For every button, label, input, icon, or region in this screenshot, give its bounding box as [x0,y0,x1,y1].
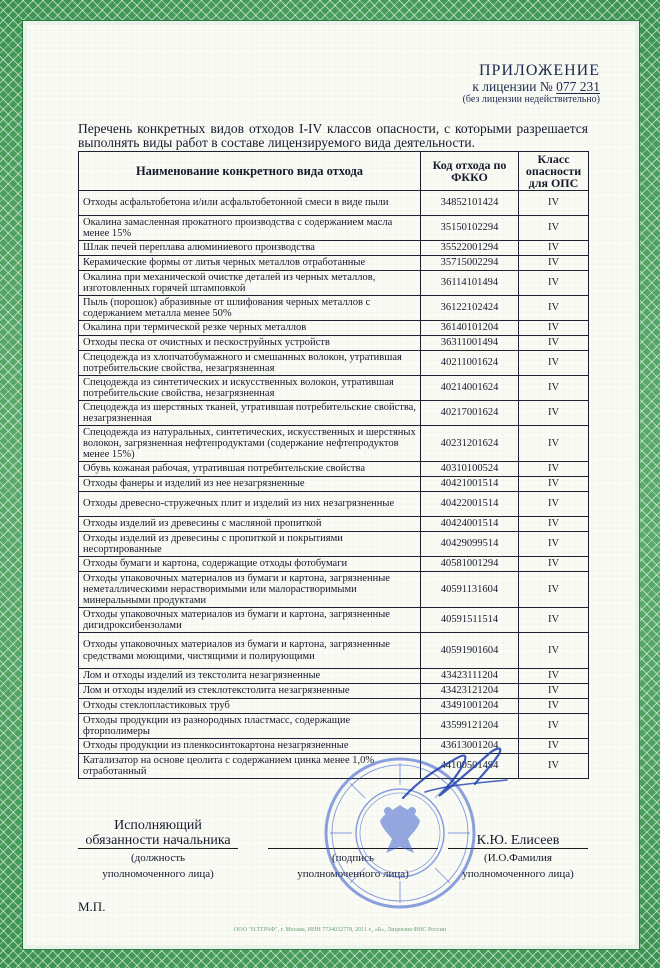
signature-caption-1: (подпись [331,852,374,864]
position-caption-1: (должность [130,852,186,864]
waste-code: 43613001204 [421,739,519,754]
waste-code: 44100501494 [421,754,519,779]
waste-code: 43423111204 [421,669,519,684]
table-row [79,714,589,739]
waste-name: Отходы песка от очистных и пескоструйных устройств [79,336,421,351]
table-row [79,241,589,256]
waste-name: Окалина при механической очистке деталей из черных металлов, изготовленных горячей штамповкой [79,271,421,296]
waste-code: 40429099514 [421,532,519,557]
hazard-class: IV [519,321,589,336]
position-caption-2: уполномоченного лица) [102,868,214,880]
table-row [79,296,589,321]
table-row [79,669,589,684]
waste-name: Спецодежда из хлопчатобумажного и смешанных волокон, утратившая потребительские свойства, незагрязненная [79,351,421,376]
waste-name: Спецодежда из шерстяных тканей, утратившая потребительские свойства, незагрязненная [79,401,421,426]
hazard-class: IV [519,401,589,426]
waste-name: Керамические формы от литья черных металлов отработанные [79,256,421,271]
table-row [79,271,589,296]
waste-name: Спецодежда из натуральных, синтетических, искусственных и шерстяных волокон, загрязненная нефтепродуктами (содержание нефтепродуктов менее 15%) [79,426,421,462]
waste-name: Лом и отходы изделий из текстолита незагрязненные [79,669,421,684]
table-row [79,336,589,351]
hazard-class: IV [519,426,589,462]
waste-code: 36114101494 [421,271,519,296]
waste-name: Обувь кожаная рабочая, утратившая потребительские свойства [79,462,421,477]
waste-name: Пыль (порошок) абразивные от шлифования черных металлов с содержанием металла менее 50% [79,296,421,321]
table-row [79,426,589,462]
appendix-header [463,63,600,106]
hazard-class: IV [519,336,589,351]
waste-code: 34852101424 [421,191,519,216]
position-line-1: Исполняющий [114,818,202,833]
hazard-class: IV [519,517,589,532]
hazard-class: IV [519,191,589,216]
table-row [79,572,589,608]
waste-name: Катализатор на основе цеолита с содержанием цинка менее 1,0% отработанный [79,754,421,779]
waste-name: Отходы упаковочных материалов из бумаги и картона, загрязненные средствами моющими, чистящими и полирующими [79,633,421,669]
table-row [79,462,589,477]
hazard-class: IV [519,684,589,699]
hazard-class: IV [519,296,589,321]
hazard-class: IV [519,739,589,754]
name-caption-1: (И.О.Фамилия [484,852,552,864]
hazard-class: IV [519,714,589,739]
header-name: Наименование конкретного вида отхода [79,152,421,191]
printer-footer: ООО "Н.ТГРАФ", г. Москва, ИНН 7734032778, 2011 г., «Б», Лицензия ФНС России [233,927,447,933]
table-row [79,684,589,699]
license-prefix: к лицензии № [472,79,553,94]
hazard-class: IV [519,376,589,401]
waste-code: 40591901604 [421,633,519,669]
waste-code: 40214001624 [421,376,519,401]
hazard-class: IV [519,754,589,779]
waste-code: 40310100524 [421,462,519,477]
table-row [79,492,589,517]
table-row [79,608,589,633]
table-row [79,699,589,714]
waste-name: Отходы стеклопластиковых труб [79,699,421,714]
table-row [79,376,589,401]
table-row [79,401,589,426]
waste-name: Окалина замасленная прокатного производства с содержанием масла менее 15% [79,216,421,241]
waste-name: Отходы продукции из пленкосинтокартона незагрязненные [79,739,421,754]
waste-code: 40217001624 [421,401,519,426]
hazard-class: IV [519,351,589,376]
hazard-class: IV [519,669,589,684]
table-row [79,633,589,669]
waste-code: 40591131604 [421,572,519,608]
waste-code: 40424001514 [421,517,519,532]
waste-code: 43491001204 [421,699,519,714]
position-line-2: обязанности начальника [78,833,238,849]
table-header-row [79,152,589,191]
hazard-class: IV [519,271,589,296]
waste-code: 43599121204 [421,714,519,739]
validity-note: (без лицензии недействительно) [462,94,600,105]
table-row [79,351,589,376]
hazard-class: IV [519,557,589,572]
waste-code: 40591511514 [421,608,519,633]
table-row [79,321,589,336]
table-row [79,256,589,271]
hazard-class: IV [519,572,589,608]
waste-name: Окалина при термической резке черных металлов [79,321,421,336]
hazard-class: IV [519,633,589,669]
waste-code: 35150102294 [421,216,519,241]
waste-code: 43423121204 [421,684,519,699]
seal-mark: М.П. [78,899,106,914]
hazard-class: IV [519,608,589,633]
waste-code: 36311001494 [421,336,519,351]
header-code: Код отхода по ФККО [421,152,519,191]
table-row [79,557,589,572]
waste-name: Отходы фанеры и изделий из нее незагрязненные [79,477,421,492]
hazard-class: IV [519,532,589,557]
table-row [79,477,589,492]
official-name: К.Ю. Елисеев [448,833,588,849]
signature-caption-2: уполномоченного лица) [297,868,409,880]
waste-name: Отходы упаковочных материалов из бумаги и картона, загрязненные дигидроксибензолами [79,608,421,633]
license-reference [463,79,600,94]
waste-code: 35715002294 [421,256,519,271]
waste-name: Отходы изделий из древесины с масляной пропиткой [79,517,421,532]
waste-name: Отходы древесно-стружечных плит и изделий из них незагрязненные [79,492,421,517]
hazard-class: IV [519,241,589,256]
waste-code: 40422001514 [421,492,519,517]
waste-name: Отходы продукции из разнородных пластмасс, содержащие фторполимеры [79,714,421,739]
waste-code: 40421001514 [421,477,519,492]
waste-table [78,151,589,779]
waste-code: 36122102424 [421,296,519,321]
waste-name: Спецодежда из синтетических и искусственных волокон, утратившая потребительские свойства, незагрязненная [79,376,421,401]
waste-name: Отходы асфальтобетона и/или асфальтобетонной смеси в виде пыли [79,191,421,216]
waste-code: 36140101204 [421,321,519,336]
hazard-class: IV [519,492,589,517]
intro-text: Перечень конкретных видов отходов I-IV классов опасности, с которыми разрешается выполнять виды работ в составе лицензируемого вида деятельности. [78,121,588,150]
position-block [78,818,238,881]
header-class: Класс опасности для ОПС [519,152,589,191]
hazard-class: IV [519,699,589,714]
hazard-class: IV [519,477,589,492]
waste-name: Лом и отходы изделий из стеклотекстолита незагрязненные [79,684,421,699]
appendix-title: ПРИЛОЖЕНИЕ [478,62,600,79]
name-caption-2: уполномоченного лица) [462,868,574,880]
handwritten-signature-image [395,740,515,810]
table-row [79,532,589,557]
waste-name: Отходы бумаги и картона, содержащие отходы фотобумаги [79,557,421,572]
license-number: 077 231 [556,79,600,94]
waste-code: 40581001294 [421,557,519,572]
waste-name: Отходы изделий из древесины с пропиткой и покрытиями несортированные [79,532,421,557]
waste-name: Отходы упаковочных материалов из бумаги и картона, загрязненные неметаллическими нерастворимыми или малорастворимыми минеральными продуктами [79,572,421,608]
hazard-class: IV [519,216,589,241]
waste-name: Шлак печей переплава алюминиевого производства [79,241,421,256]
hazard-class: IV [519,462,589,477]
table-row [79,216,589,241]
table-row [79,517,589,532]
table-row [79,191,589,216]
hazard-class: IV [519,256,589,271]
waste-code: 40231201624 [421,426,519,462]
waste-code: 35522001294 [421,241,519,256]
waste-code: 40211001624 [421,351,519,376]
